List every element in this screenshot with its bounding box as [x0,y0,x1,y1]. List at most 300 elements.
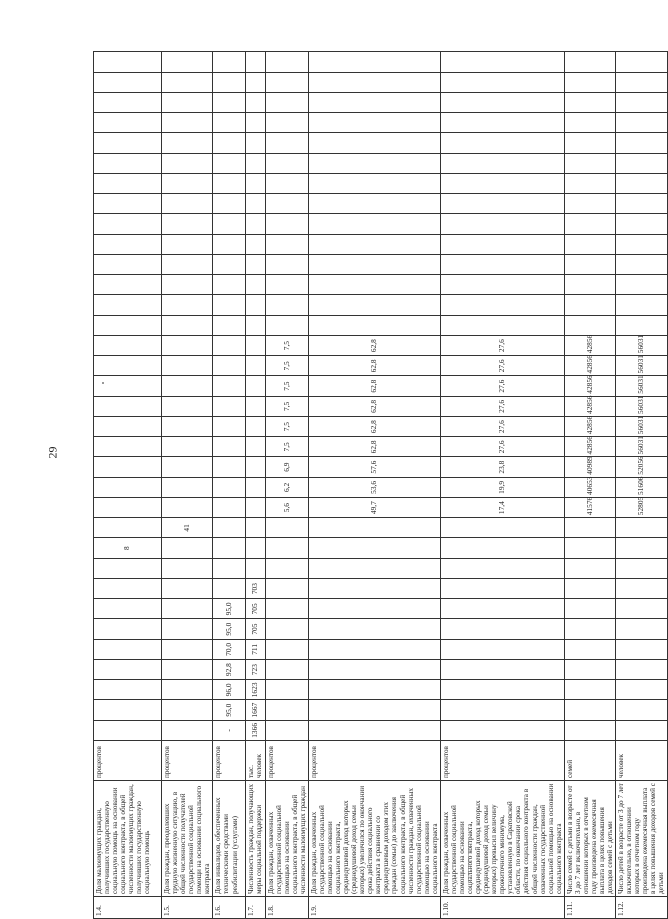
value-cell [246,356,265,376]
value-cell [564,72,615,92]
value-cell [564,275,615,295]
value-cell: 51606 [616,477,668,497]
table-row [213,52,246,919]
value-cell [440,579,564,599]
value-cell [162,579,213,599]
value-cell [308,619,440,639]
value-cell [213,336,246,356]
value-cell: 23,8 [440,457,564,477]
value-cell [440,174,564,194]
value-cell [440,315,564,335]
row-code: 1.10. [440,897,564,919]
value-cell: 42856 [564,437,615,457]
value-cell [265,619,308,639]
value-cell [246,295,265,315]
value-cell [162,336,213,356]
value-cell: 70,0 [213,639,246,659]
value-cell [265,93,308,113]
value-cell [213,295,246,315]
value-cell: 27,6 [440,376,564,396]
row-code: 1.7. [246,897,265,919]
value-cell [213,356,246,376]
indicator-name: Доля граждан, преодолевших трудную жизненную ситуацию, в общей численности получателей государственной социальной помощи на основании социального контракта [162,781,213,897]
value-cell [94,437,162,457]
value-cell [94,336,162,356]
value-cell [213,194,246,214]
value-cell [213,174,246,194]
value-cell: 95,0 [213,700,246,720]
value-cell [94,680,162,700]
value-cell [265,660,308,680]
indicator-name: Доля инвалидов, обеспеченных техническими средствами реабилитации (услугами) [213,781,246,897]
value-cell [564,255,615,275]
value-cell [94,93,162,113]
value-cell [616,660,668,680]
value-cell [246,315,265,335]
value-cell [440,214,564,234]
value-cell [308,72,440,92]
value-cell [94,194,162,214]
value-cell: 56031 [616,336,668,356]
indicator-name: Численность граждан, получающих меры социальной поддержки [246,781,265,897]
value-cell [265,133,308,153]
value-cell [94,396,162,416]
value-cell [265,720,308,740]
value-cell [246,234,265,254]
row-code: 1.5. [162,897,213,919]
value-cell: 1623 [246,680,265,700]
value-cell [213,234,246,254]
value-cell [162,477,213,497]
value-cell [308,214,440,234]
value-cell [308,234,440,254]
value-cell [94,315,162,335]
value-cell [162,133,213,153]
value-cell: 42856 [564,417,615,437]
value-cell: 49,7 [308,498,440,518]
indicator-name: Доля граждан, охваченных государственной социальной помощью на основании социального контракта, в общей численности малоимущих граждан [265,781,308,897]
value-cell: 27,6 [440,396,564,416]
value-cell: 7,5 [265,356,308,376]
value-cell [308,720,440,740]
unit-cell: процентов [265,741,308,781]
value-cell [246,558,265,578]
value-cell [308,133,440,153]
value-cell: 95,0 [213,619,246,639]
value-cell [308,275,440,295]
value-cell [440,599,564,619]
value-cell [94,234,162,254]
value-cell [308,660,440,680]
value-cell: 27,6 [440,437,564,457]
value-cell [94,356,162,376]
value-cell [246,437,265,457]
value-cell [94,558,162,578]
value-cell: 19,9 [440,477,564,497]
value-cell [308,639,440,659]
value-cell [616,619,668,639]
value-cell [308,700,440,720]
value-cell [440,700,564,720]
value-cell [265,538,308,558]
value-cell [213,93,246,113]
value-cell [440,153,564,173]
value-cell [440,255,564,275]
value-cell [265,255,308,275]
value-cell [440,194,564,214]
value-cell [246,174,265,194]
value-cell [308,538,440,558]
value-cell [213,52,246,72]
value-cell: 5,6 [265,498,308,518]
value-cell: 711 [246,639,265,659]
value-cell: 53,6 [308,477,440,497]
value-cell [94,275,162,295]
value-cell [308,295,440,315]
value-cell: 41576 [564,498,615,518]
value-cell: 703 [246,579,265,599]
value-cell [564,234,615,254]
value-cell [213,538,246,558]
value-cell [94,255,162,275]
value-cell [94,518,162,538]
value-cell: 92,8 [213,660,246,680]
value-cell: 7,5 [265,376,308,396]
value-cell [213,275,246,295]
value-cell [616,234,668,254]
value-cell [440,93,564,113]
value-cell [213,457,246,477]
value-cell [213,376,246,396]
value-cell [564,153,615,173]
value-cell [162,639,213,659]
value-cell [265,579,308,599]
value-cell [564,680,615,700]
unit-cell: процентов [308,741,440,781]
value-cell [265,72,308,92]
table-row [440,52,564,919]
value-cell [162,417,213,437]
value-cell [162,538,213,558]
value-cell [564,579,615,599]
unit-cell: процентов [94,741,162,781]
value-cell [94,133,162,153]
value-cell [265,214,308,234]
value-cell [616,680,668,700]
value-cell [564,113,615,133]
value-cell: 95,0 [213,599,246,619]
value-cell [162,599,213,619]
value-cell: 52805 [616,498,668,518]
value-cell [213,396,246,416]
value-cell [246,153,265,173]
value-cell [308,52,440,72]
value-cell [308,174,440,194]
value-cell [308,680,440,700]
value-cell [616,93,668,113]
value-cell [213,477,246,497]
value-cell [440,133,564,153]
value-cell: 7,5 [265,417,308,437]
value-cell: 56031 [616,376,668,396]
value-cell [616,720,668,740]
value-cell [94,72,162,92]
indicator-name: Доля граждан, охваченных государственной социальной помощью на основании социального контракта, среднедушевой доход которых (среднедушевой доход семьи которых) увеличился по окончании срока действия социального контракта в сравнении со среднедушевым доходом этих граждан (семьи) до заключения социального контракта, в общей численности граждан, охваченных государственной социальной помощью на основании социального контракта [308,781,440,897]
value-cell [265,153,308,173]
value-cell [440,275,564,295]
value-cell: 96,0 [213,680,246,700]
value-cell [213,315,246,335]
value-cell [94,700,162,720]
value-cell [265,639,308,659]
value-cell [616,52,668,72]
value-cell: 17,4 [440,498,564,518]
value-cell: 62,8 [308,417,440,437]
value-cell [616,599,668,619]
value-cell: - [213,720,246,740]
value-cell: 42856 [564,336,615,356]
value-cell [213,133,246,153]
row-code: 1.12. [616,897,668,919]
value-cell: 62,8 [308,336,440,356]
value-cell [246,457,265,477]
value-cell [564,52,615,72]
value-cell [162,457,213,477]
value-cell [94,579,162,599]
value-cell [246,113,265,133]
value-cell [564,133,615,153]
value-cell [162,558,213,578]
value-cell [440,295,564,315]
table-row [162,52,213,919]
value-cell [616,558,668,578]
value-cell [162,619,213,639]
value-cell [213,214,246,234]
value-cell [308,599,440,619]
value-cell [162,234,213,254]
value-cell [213,113,246,133]
value-cell [616,133,668,153]
value-cell [564,194,615,214]
value-cell [162,396,213,416]
row-code: 1.4. [94,897,162,919]
value-cell [265,599,308,619]
value-cell [246,538,265,558]
value-cell: 41 [162,518,213,538]
value-cell [564,295,615,315]
row-code: 1.8. [265,897,308,919]
value-cell [265,518,308,538]
value-cell [564,538,615,558]
value-cell [564,639,615,659]
value-cell [162,72,213,92]
value-cell [564,315,615,335]
value-cell [265,194,308,214]
value-cell [440,720,564,740]
value-cell [162,700,213,720]
value-cell [213,437,246,457]
value-cell [265,113,308,133]
unit-cell: семей [564,741,615,781]
indicator-name: Доля граждан, охваченных государственной социальной помощью на основании социального контракта, среднедушевой доход которых (среднедушевой доход семьи которых) превысил величину прожиточного минимума, установленную в Саратовской области, по окончании срока действия социального контракта в общей численности граждан, охваченных государственной социальной помощью на основании социального контракта [440,781,564,897]
value-cell [265,700,308,720]
value-cell [308,558,440,578]
value-cell: 7,5 [265,336,308,356]
value-cell [616,275,668,295]
value-cell [308,153,440,173]
value-cell [616,639,668,659]
value-cell: 723 [246,660,265,680]
value-cell [308,113,440,133]
value-cell [246,518,265,538]
value-cell [440,660,564,680]
value-cell: 42856 [564,356,615,376]
value-cell [246,214,265,234]
value-cell: 62,8 [308,376,440,396]
table-row [308,52,440,919]
value-cell [265,315,308,335]
page-number: 29 [46,443,61,463]
value-cell: 56031 [616,396,668,416]
value-cell [440,234,564,254]
value-cell: 27,6 [440,417,564,437]
value-cell [213,579,246,599]
value-cell [213,153,246,173]
value-cell: 40653 [564,477,615,497]
value-cell [440,558,564,578]
value-cell [162,275,213,295]
value-cell [616,518,668,538]
value-cell [162,437,213,457]
value-cell [162,214,213,234]
value-cell [564,558,615,578]
value-cell [162,174,213,194]
value-cell [265,295,308,315]
value-cell [440,538,564,558]
value-cell: 57,6 [308,457,440,477]
value-cell: 56031 [616,356,668,376]
value-cell [308,315,440,335]
value-cell: 6,2 [265,477,308,497]
value-cell [265,680,308,700]
value-cell: 6,9 [265,457,308,477]
value-cell [94,639,162,659]
value-cell [162,498,213,518]
value-cell [616,700,668,720]
table-row [564,52,615,919]
value-cell [564,720,615,740]
value-cell [616,153,668,173]
value-cell: 40989 [564,457,615,477]
value-cell [213,498,246,518]
value-cell [94,660,162,680]
value-cell [94,720,162,740]
value-cell [162,153,213,173]
value-cell [616,194,668,214]
value-cell [616,538,668,558]
value-cell [94,214,162,234]
value-cell [213,255,246,275]
value-cell: 62,8 [308,396,440,416]
value-cell [162,93,213,113]
indicators-table-wrapper [93,62,606,919]
value-cell [440,52,564,72]
value-cell [94,153,162,173]
indicator-name: Число семей с детьми в возрасте от 3 до 7 лет включительно, в отношении которых в отчетном году произведена ежемесячная выплата в целях повышения доходов семей с детьми [564,781,615,897]
value-cell [616,214,668,234]
value-cell [94,174,162,194]
value-cell [162,720,213,740]
value-cell [94,599,162,619]
value-cell [564,660,615,680]
table-row [94,52,162,919]
value-cell [162,255,213,275]
value-cell [440,518,564,538]
value-cell [440,639,564,659]
value-cell: 42856 [564,376,615,396]
row-code: 1.6. [213,897,246,919]
value-cell: 42856 [564,396,615,416]
value-cell [94,477,162,497]
value-cell: 27,6 [440,336,564,356]
value-cell [213,518,246,538]
value-cell [213,417,246,437]
value-cell [246,498,265,518]
value-cell [564,518,615,538]
value-cell [213,558,246,578]
value-cell [162,376,213,396]
value-cell [246,396,265,416]
value-cell [162,194,213,214]
value-cell [308,579,440,599]
value-cell: 8 [94,538,162,558]
value-cell [616,113,668,133]
value-cell [616,315,668,335]
value-cell [440,72,564,92]
unit-cell: процентов [162,741,213,781]
value-cell [162,315,213,335]
value-cell [246,52,265,72]
value-cell [265,558,308,578]
value-cell [213,72,246,92]
value-cell [162,660,213,680]
value-cell [94,619,162,639]
value-cell [440,680,564,700]
value-cell [94,457,162,477]
value-cell [616,174,668,194]
value-cell [308,93,440,113]
value-cell: 7,5 [265,437,308,457]
value-cell [564,599,615,619]
value-cell [162,356,213,376]
value-cell: 56031 [616,417,668,437]
value-cell [246,477,265,497]
value-cell [162,680,213,700]
row-code: 1.9. [308,897,440,919]
row-code: 1.11. [564,897,615,919]
value-cell [94,376,162,396]
value-cell [246,93,265,113]
value-cell [564,174,615,194]
value-cell [440,113,564,133]
value-cell [162,52,213,72]
value-cell [564,214,615,234]
value-cell [308,194,440,214]
value-cell [162,295,213,315]
indicators-table [93,52,668,919]
value-cell: 1667 [246,700,265,720]
value-cell [265,234,308,254]
